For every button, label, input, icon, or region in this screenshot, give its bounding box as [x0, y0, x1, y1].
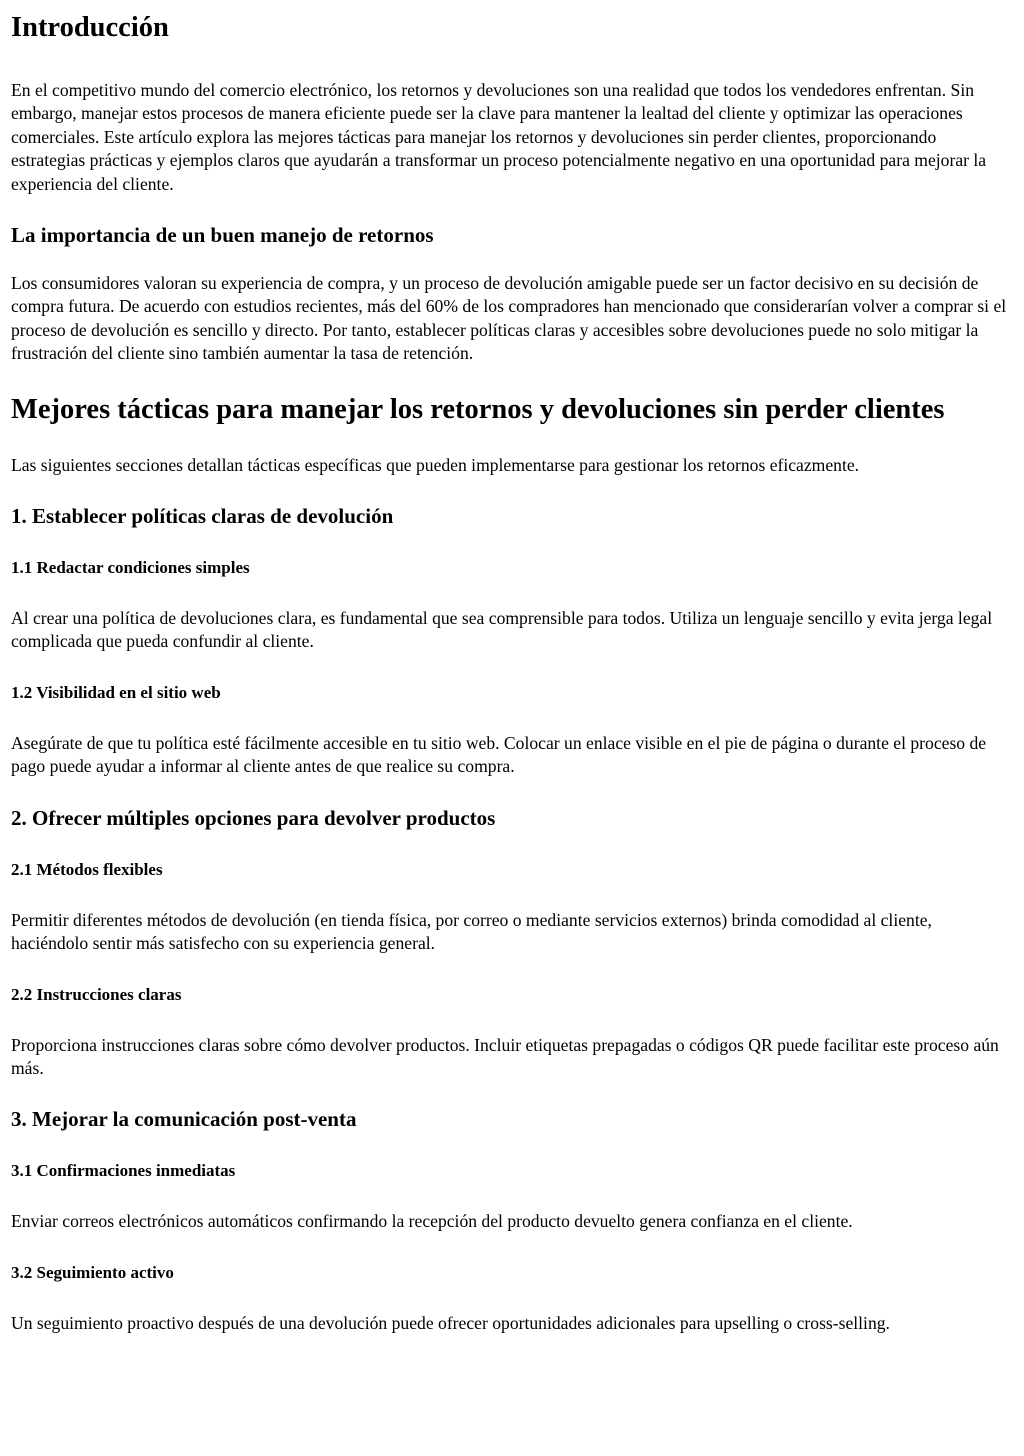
section-3-heading: 3. Mejorar la comunicación post-venta [11, 1107, 357, 1132]
section-2-1-heading: 2.1 Métodos flexibles [11, 859, 163, 879]
importance-paragraph: Los consumidores valoran su experiencia de compra, y un proceso de devolución amigable puede ser un factor decisivo en su decisión de compra futura. De acuerdo con estudios recientes, más del 60% de los compradores han mencionado que considerarían volver a comprar si el proceso de devolución es sencillo y directo. Por tanto, establecer políticas claras y accesibles sobre devoluciones puede no solo mitigar la frustración del cliente sino también aumentar la tasa de retención. [11, 273, 1007, 364]
tactics-heading: Mejores tácticas para manejar los retornos y devoluciones sin perder clientes [11, 393, 945, 425]
section-1-2-heading: 1.2 Visibilidad en el sitio web [11, 682, 221, 702]
section-1-2-paragraph: Asegúrate de que tu política esté fácilmente accesible en tu sitio web. Colocar un enlace visible en el pie de página o durante el proceso de pago puede ayudar a informar al cliente antes de que realice su compra. [11, 732, 987, 777]
section-1-1-heading: 1.1 Redactar condiciones simples [11, 558, 250, 578]
section-1-1-paragraph: Al crear una política de devoluciones clara, es fundamental que sea comprensible para todos. Utiliza un lenguaje sencillo y evita jerga legal complicada que pueda confundir al cliente. [11, 608, 993, 652]
section-2-heading: 2. Ofrecer múltiples opciones para devolver productos [11, 805, 496, 830]
section-2-2-heading: 2.2 Instrucciones claras [11, 984, 182, 1004]
section-2-2-paragraph: Proporciona instrucciones claras sobre cómo devolver productos. Incluir etiquetas prepagadas o códigos QR puede facilitar este proceso aún más. [11, 1034, 999, 1078]
section-3-2-paragraph: Un seguimiento proactivo después de una devolución puede ofrecer oportunidades adicionales para upselling o cross-selling. [11, 1312, 890, 1333]
section-3-1-heading: 3.1 Confirmaciones inmediatas [11, 1161, 236, 1181]
section-3-1-paragraph: Enviar correos electrónicos automáticos confirmando la recepción del producto devuelto genera confianza en el cliente. [11, 1211, 853, 1232]
article [0, 10, 1024, 1335]
section-3-2-heading: 3.2 Seguimiento activo [11, 1262, 174, 1282]
intro-heading: Introducción [11, 12, 169, 43]
section-2-1-paragraph: Permitir diferentes métodos de devolución (en tienda física, por correo o mediante servicios externos) brinda comodidad al cliente, haciéndolo sentir más satisfecho con su experiencia general. [11, 909, 932, 954]
intro-paragraph: En el competitivo mundo del comercio electrónico, los retornos y devoluciones son una realidad que todos los vendedores enfrentan. Sin embargo, manejar estos procesos de manera eficiente puede ser la clave para mantener la lealtad del cliente y optimizar las operaciones comerciales. Este artículo explora las mejores tácticas para manejar los retornos y devoluciones sin perder clientes, proporcionando estrategias prácticas y ejemplos claros que ayudarán a transformar un proceso potencialmente negativo en una oportunidad para mejorar la experiencia del cliente. [11, 80, 987, 194]
tactics-paragraph: Las siguientes secciones detallan tácticas específicas que pueden implementarse para gestionar los retornos eficazmente. [11, 454, 860, 475]
importance-heading: La importancia de un buen manejo de retornos [11, 223, 434, 248]
section-1-heading: 1. Establecer políticas claras de devolución [11, 504, 394, 529]
